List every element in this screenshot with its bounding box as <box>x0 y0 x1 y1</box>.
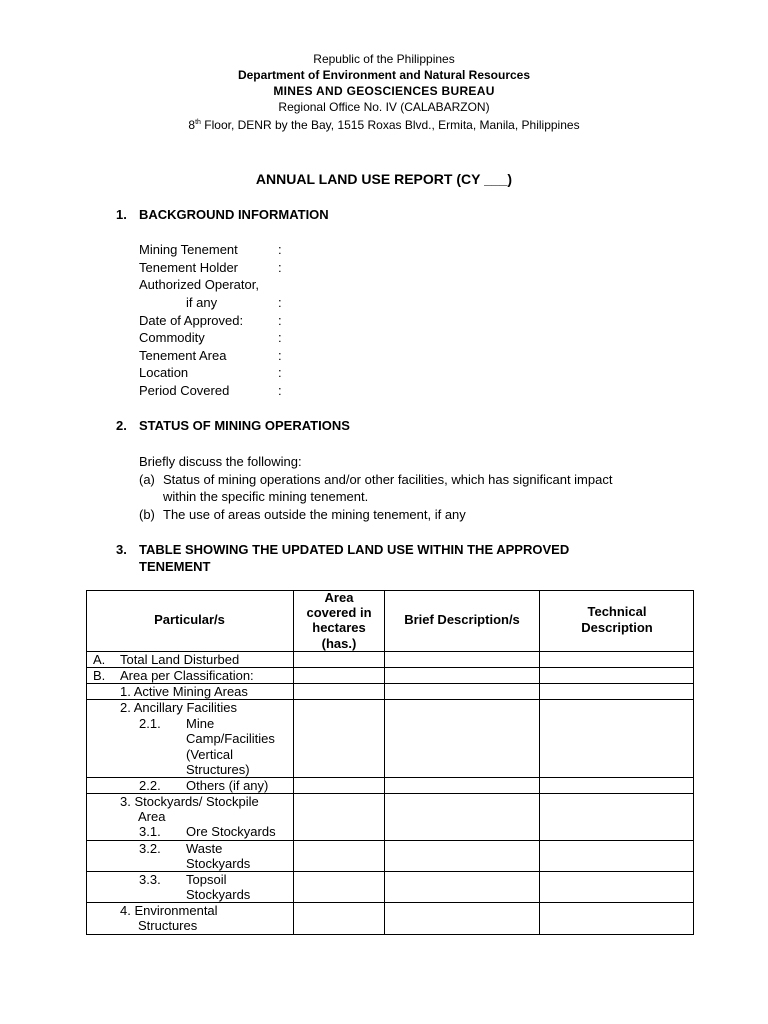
field-label: Location <box>139 365 189 380</box>
row-ancillary-facilities: 2. Ancillary Facilities <box>120 700 238 715</box>
row-2-2-text: Others (if any) <box>186 778 269 793</box>
address-superscript: th <box>195 119 201 126</box>
section3-heading <box>116 542 569 557</box>
section2-number: 2. <box>116 418 127 433</box>
row-stockyards-line1: 3. Stockyards/ Stockpile <box>120 794 259 809</box>
header-technical-line2: Description <box>581 620 653 635</box>
field-colon: : <box>278 260 282 275</box>
section3-title-line2: TENEMENT <box>139 559 211 574</box>
field-label: Tenement Holder <box>139 260 238 275</box>
field-colon: : <box>278 365 282 380</box>
row-3-2-number: 3.2. <box>139 841 161 856</box>
row-3-3-line2: Stockyards <box>186 887 251 902</box>
row-2-1-number: 2.1. <box>139 716 161 731</box>
field-label: if any <box>186 295 218 310</box>
row-a-text: Total Land Disturbed <box>120 652 240 667</box>
address-prefix: 8 <box>188 118 196 132</box>
row-3-3-line1: Topsoil <box>186 872 227 887</box>
header-area-line1: Area <box>324 590 354 605</box>
field-label: Period Covered <box>139 383 230 398</box>
land-use-table <box>86 590 694 935</box>
item-a-label: (a) <box>139 472 155 487</box>
row-3-1-text: Ore Stockyards <box>186 824 276 839</box>
section3-number: 3. <box>116 542 127 557</box>
row-3-2-line1: Waste <box>186 841 223 856</box>
field-label: Mining Tenement <box>139 242 238 257</box>
address-rest: Floor, DENR by the Bay, 1515 Roxas Blvd., Ermita, Manila, Philippines <box>200 118 580 132</box>
section1-title: BACKGROUND INFORMATION <box>139 207 329 222</box>
field-colon: : <box>278 242 282 257</box>
row-2-1-line2: Camp/Facilities <box>186 731 275 746</box>
section2-heading <box>116 418 350 433</box>
row-3-3-number: 3.3. <box>139 872 161 887</box>
field-colon: : <box>278 330 282 345</box>
header-particulars: Particular/s <box>154 612 225 627</box>
item-a-text-line1: Status of mining operations and/or other facilities, which has significant impact <box>163 472 613 487</box>
section3-title-line1: TABLE SHOWING THE UPDATED LAND USE WITHIN THE APPROVED <box>139 542 570 557</box>
row-2-1-line1: Mine <box>186 716 215 731</box>
item-b-label: (b) <box>139 507 155 522</box>
header-regional-office: Regional Office No. IV (CALABARZON) <box>278 100 490 114</box>
row-environmental-line2: Structures <box>138 918 198 933</box>
header-technical-line1: Technical <box>587 604 647 619</box>
field-label: Date of Approved: <box>139 313 244 328</box>
row-b-label: B. <box>93 668 106 683</box>
row-3-2-line2: Stockyards <box>186 856 251 871</box>
section1-number: 1. <box>116 207 127 222</box>
header-republic: Republic of the Philippines <box>313 52 455 66</box>
row-environmental-line1: 4. Environmental <box>120 903 218 918</box>
row-stockyards-line2: Area <box>138 809 166 824</box>
item-a-text-line2: within the specific mining tenement. <box>163 489 369 504</box>
section2-intro: Briefly discuss the following: <box>139 454 302 469</box>
row-3-1-number: 3.1. <box>139 824 161 839</box>
row-b-text: Area per Classification: <box>120 668 254 683</box>
field-label: Commodity <box>139 330 205 345</box>
section2-title: STATUS OF MINING OPERATIONS <box>139 418 350 433</box>
header-area-line2: covered in <box>306 605 372 620</box>
row-active-mining: 1. Active Mining Areas <box>120 684 248 699</box>
table-border <box>87 591 694 935</box>
header-brief-description: Brief Description/s <box>404 612 520 627</box>
field-label: Authorized Operator, <box>139 277 259 292</box>
field-label: Tenement Area <box>139 348 227 363</box>
table-grid <box>86 590 694 935</box>
header-area-line4: (has.) <box>321 636 357 651</box>
field-colon: : <box>278 295 282 310</box>
row-a-label: A. <box>93 652 106 667</box>
field-colon: : <box>278 348 282 363</box>
header-department: Department of Environment and Natural Resources <box>237 68 531 82</box>
header-bureau: MINES AND GEOSCIENCES BUREAU <box>273 84 495 98</box>
row-2-1-line3: (Vertical <box>186 747 233 762</box>
header-area-line3: hectares <box>312 620 366 635</box>
field-colon: : <box>278 313 282 328</box>
row-2-1-line4: Structures) <box>186 762 250 777</box>
header-address <box>0 115 768 133</box>
field-colon: : <box>278 383 282 398</box>
report-title: ANNUAL LAND USE REPORT (CY ___) <box>255 171 513 187</box>
section1-heading <box>116 207 329 222</box>
item-b-text: The use of areas outside the mining tenement, if any <box>163 507 466 522</box>
row-2-2-number: 2.2. <box>139 778 161 793</box>
